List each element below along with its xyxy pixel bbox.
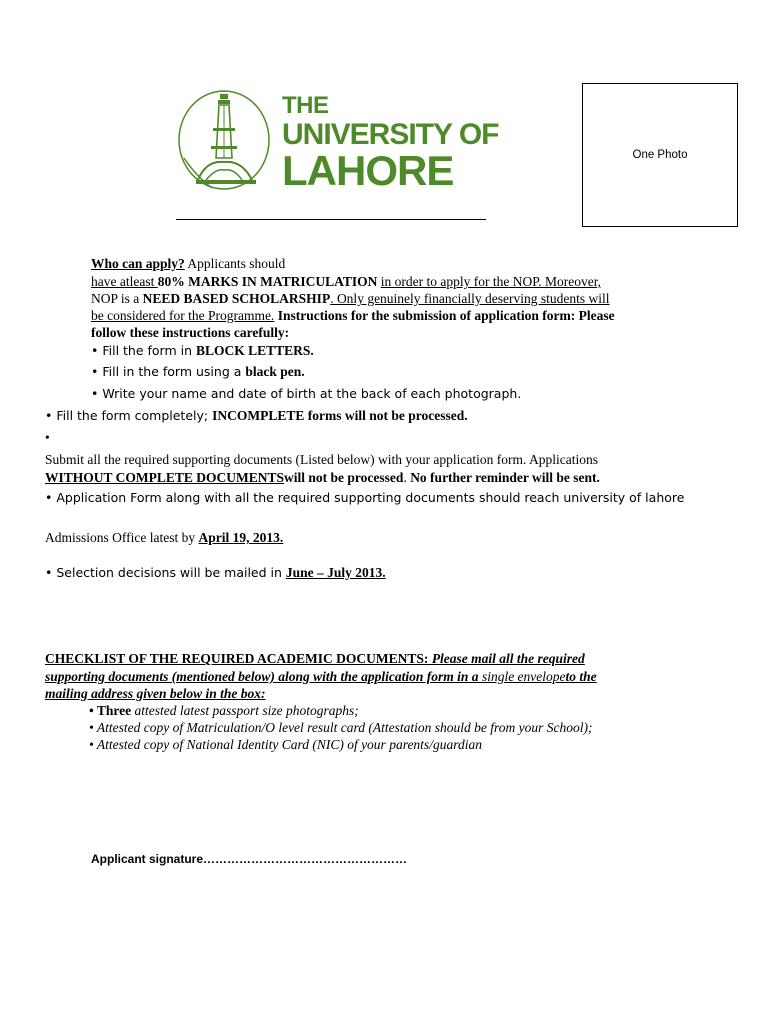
- who-can-apply-label: Who can apply?: [91, 256, 185, 271]
- instruction-text: • Fill in the form using a: [91, 364, 246, 379]
- checklist-line-2: [45, 669, 597, 685]
- checklist-text: Please mail all the required: [428, 651, 585, 666]
- instructions-heading: Instructions for the submission of application form: Please: [274, 308, 615, 323]
- instruction-emphasis: will not be processed: [284, 470, 404, 485]
- instruction-text: .: [403, 470, 411, 485]
- intro-text: Applicants should: [184, 256, 286, 271]
- marks-requirement: 80% MARKS IN MATRICULATION: [157, 274, 378, 289]
- checklist-item-lead: • Three: [89, 703, 132, 718]
- checklist-item-nic: • Attested copy of National Identity Card (NIC) of your parents/guardian: [89, 737, 482, 752]
- checklist-item-text: attested latest passport size photographs;: [131, 703, 359, 718]
- logo-line-lahore: LAHORE: [282, 147, 454, 194]
- intro-text: in order to apply for the NOP. Moreover,: [380, 274, 602, 289]
- instruction-text: • Fill the form completely;: [45, 408, 213, 423]
- intro-text: . Only genuinely financially deserving students will: [330, 291, 610, 306]
- instruction-photo-back: • Write your name and date of birth at the back of each photograph.: [91, 386, 522, 401]
- instruction-black-pen: [91, 364, 305, 380]
- without-complete-documents: WITHOUT COMPLETE DOCUMENTS: [45, 470, 285, 485]
- instruction-emphasis: INCOMPLETE forms will not be processed.: [212, 408, 468, 423]
- header-rule: [176, 219, 486, 220]
- intro-line-5: follow these instructions carefully:: [91, 325, 290, 340]
- intro-line-2: [91, 274, 601, 290]
- minar-emblem-icon: [176, 88, 276, 198]
- intro-text: have atleast: [91, 274, 158, 289]
- checklist-item-matric: • Attested copy of Matriculation/O level result card (Attestation should be from your School);: [89, 720, 593, 735]
- checklist-text: single envelope: [481, 669, 566, 684]
- intro-line-1: [91, 256, 285, 272]
- instruction-submit-docs: Submit all the required supporting documents (Listed below) with your application form. Applications: [45, 452, 599, 467]
- instruction-text: • Fill the form in: [91, 343, 196, 358]
- instruction-emphasis: BLOCK LETTERS.: [196, 343, 314, 358]
- logo-wordmark: [282, 94, 498, 192]
- instruction-text: • Selection decisions will be mailed in: [45, 565, 286, 580]
- need-based-scholarship: NEED BASED SCHOLARSHIP: [142, 291, 331, 306]
- instruction-without-docs: [45, 470, 600, 486]
- photo-box: [582, 83, 738, 227]
- instruction-block-letters: [91, 343, 314, 359]
- deadline-date: April 19, 2013.: [198, 530, 284, 545]
- instruction-fill-complete: [45, 408, 468, 424]
- intro-line-3: [91, 291, 610, 307]
- intro-text: be considered for the Programme.: [91, 308, 275, 323]
- admissions-deadline: [45, 530, 283, 546]
- instruction-reach-office: • Application Form along with all the required supporting documents should reach university of lahore: [45, 490, 685, 505]
- logo-line-the: THE: [282, 92, 329, 119]
- checklist-text: to the: [565, 669, 597, 684]
- checklist-item-photos: [89, 703, 359, 719]
- checklist-text: supporting documents (mentioned below) along with the application form in a: [45, 669, 482, 684]
- instruction-text: Admissions Office latest by: [45, 530, 199, 545]
- selection-decisions: [45, 565, 386, 581]
- checklist-line-3: mailing address given below in the box:: [45, 686, 266, 701]
- instruction-emphasis: black pen.: [245, 364, 305, 379]
- applicant-signature-line: Applicant signature……………………………………………: [91, 852, 408, 866]
- checklist-heading: [45, 651, 585, 667]
- checklist-title: CHECKLIST OF THE REQUIRED ACADEMIC DOCUMENTS:: [45, 651, 429, 666]
- no-reminder-notice: No further reminder will be sent.: [410, 470, 600, 485]
- intro-text: NOP is a: [91, 291, 143, 306]
- empty-bullet: •: [45, 430, 50, 445]
- decision-date: June – July 2013.: [285, 565, 386, 580]
- logo-line-university: UNIVERSITY OF: [282, 118, 499, 151]
- intro-line-4: [91, 308, 615, 324]
- photo-label: One Photo: [632, 149, 688, 161]
